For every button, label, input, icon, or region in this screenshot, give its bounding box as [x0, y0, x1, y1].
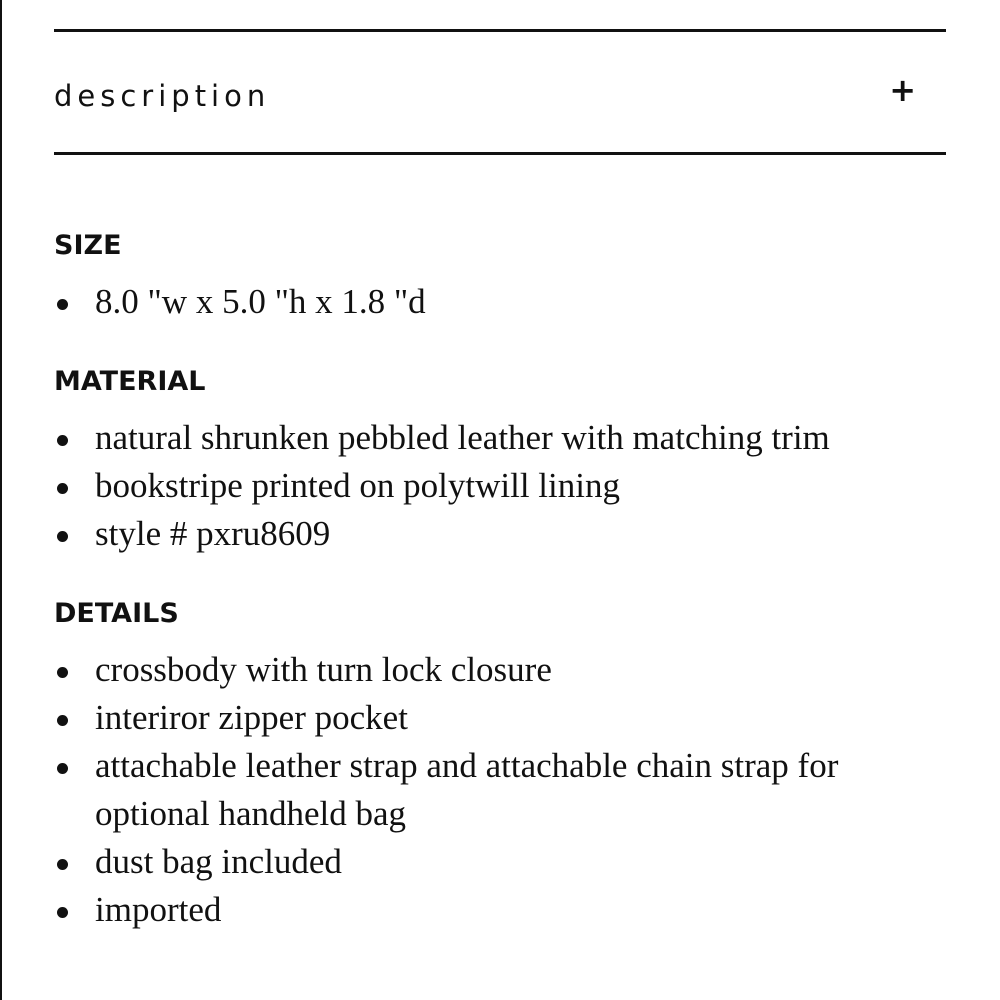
list-item: style # pxru8609: [54, 510, 946, 558]
list-item: attachable leather strap and attachable chain strap for optional handheld bag: [54, 742, 946, 838]
material-heading: MATERIAL: [54, 366, 206, 397]
details-heading: DETAILS: [54, 598, 179, 629]
plus-icon[interactable]: +: [889, 71, 916, 109]
description-content: [54, 226, 946, 934]
details-section: [54, 594, 946, 934]
list-item: natural shrunken pebbled leather with matching trim: [54, 414, 946, 462]
description-accordion-header[interactable]: [54, 29, 946, 155]
size-heading: SIZE: [54, 230, 122, 261]
accordion-title: description: [54, 79, 271, 113]
material-section: [54, 362, 946, 558]
list-item: imported: [54, 886, 946, 934]
material-list: [54, 414, 946, 558]
left-edge-divider: [0, 0, 2, 1000]
list-item: 8.0 "w x 5.0 "h x 1.8 "d: [54, 278, 946, 326]
details-list: [54, 646, 946, 934]
list-item: crossbody with turn lock closure: [54, 646, 946, 694]
list-item: dust bag included: [54, 838, 946, 886]
size-section: [54, 226, 946, 326]
size-list: [54, 278, 946, 326]
list-item: interiror zipper pocket: [54, 694, 946, 742]
list-item: bookstripe printed on polytwill lining: [54, 462, 946, 510]
